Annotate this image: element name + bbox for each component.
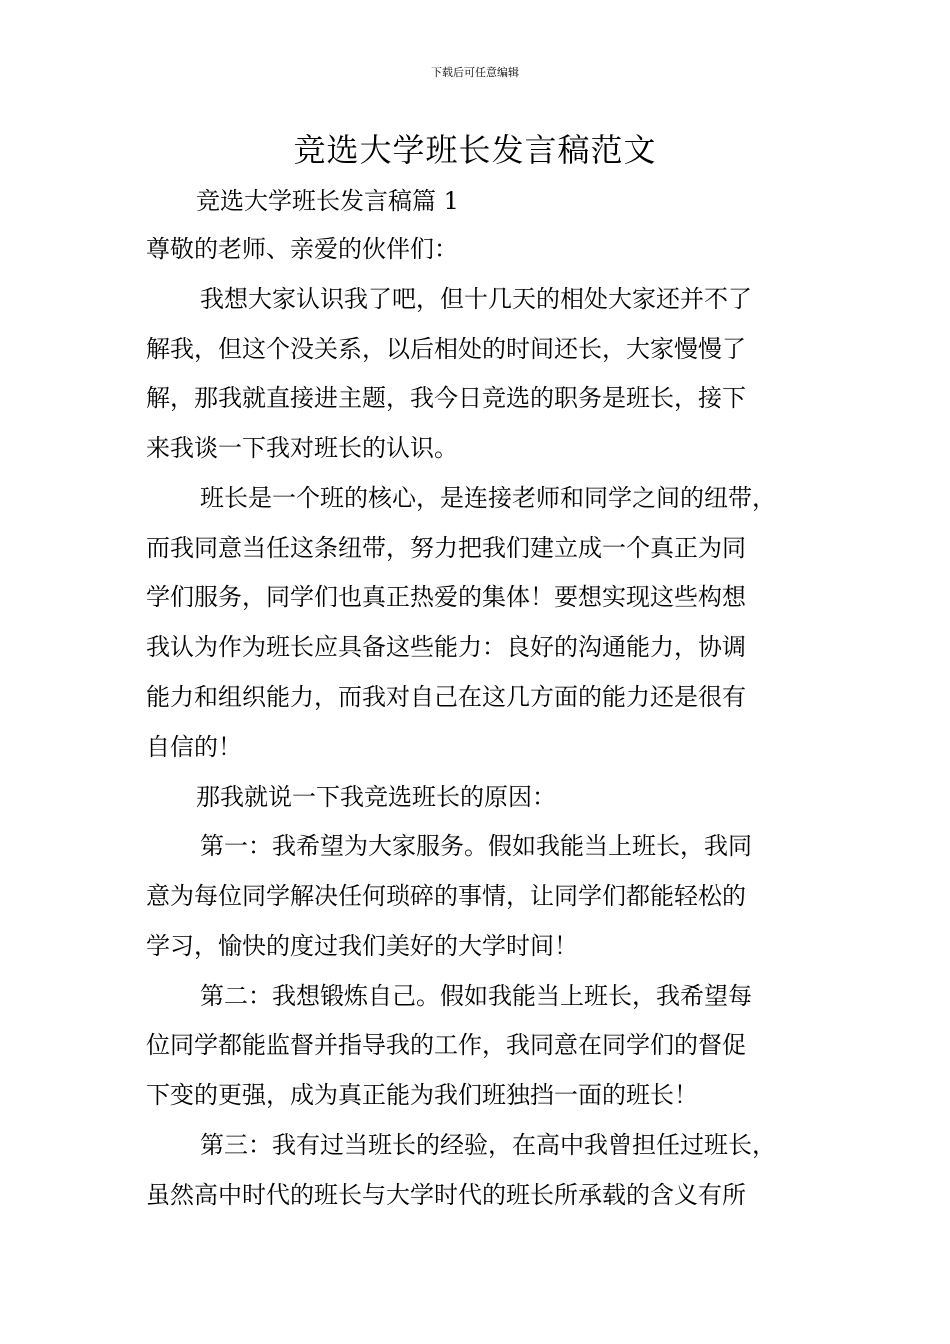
salutation-line: 尊敬的老师、亲爱的伙伴们： [146,235,458,263]
paragraph-line: 意为每位同学解决任何琐碎的事情，让同学们都能轻松的 [146,882,746,910]
paragraph-line: 下变的更强，成为真正能为我们班独挡一面的班长！ [146,1081,698,1109]
paragraph-line: 虽然高中时代的班长与大学时代的班长所承载的含义有所 [146,1181,746,1209]
paragraph-line: 学们服务，同学们也真正热爱的集体！要想实现这些构想 [146,583,746,611]
paragraph-line: 第二：我想锻炼自己。假如我能当上班长，我希望每 [200,982,752,1010]
paragraph-line: 解，那我就直接进主题，我今日竞选的职务是班长，接下 [146,384,746,412]
paragraph-line: 班长是一个班的核心，是连接老师和同学之间的纽带， [200,484,776,512]
paragraph-line: 学习，愉快的度过我们美好的大学时间！ [146,932,578,960]
section-heading: 竞选大学班长发言稿篇 1 [196,187,459,215]
paragraph-line: 我想大家认识我了吧，但十几天的相处大家还并不了 [200,285,752,313]
paragraph-line: 能力和组织能力，而我对自己在这几方面的能力还是很有 [146,683,746,711]
paragraph-line: 而我同意当任这条纽带，努力把我们建立成一个真正为同 [146,534,746,562]
header-note: 下载后可任意编辑 [431,66,519,79]
paragraph-line: 来我谈一下我对班长的认识。 [146,434,458,462]
paragraph-line: 那我就说一下我竞选班长的原因： [196,783,556,811]
paragraph-line: 自信的！ [146,733,242,761]
paragraph-line: 解我，但这个没关系，以后相处的时间还长，大家慢慢了 [146,335,746,363]
paragraph-line: 第一：我希望为大家服务。假如我能当上班长，我同 [200,832,752,860]
page-title: 竞选大学班长发言稿范文 [293,131,657,169]
paragraph-line: 第三：我有过当班长的经验，在高中我曾担任过班长， [200,1131,776,1159]
paragraph-line: 我认为作为班长应具备这些能力：良好的沟通能力，协调 [146,633,746,661]
paragraph-line: 位同学都能监督并指导我的工作，我同意在同学们的督促 [146,1031,746,1059]
